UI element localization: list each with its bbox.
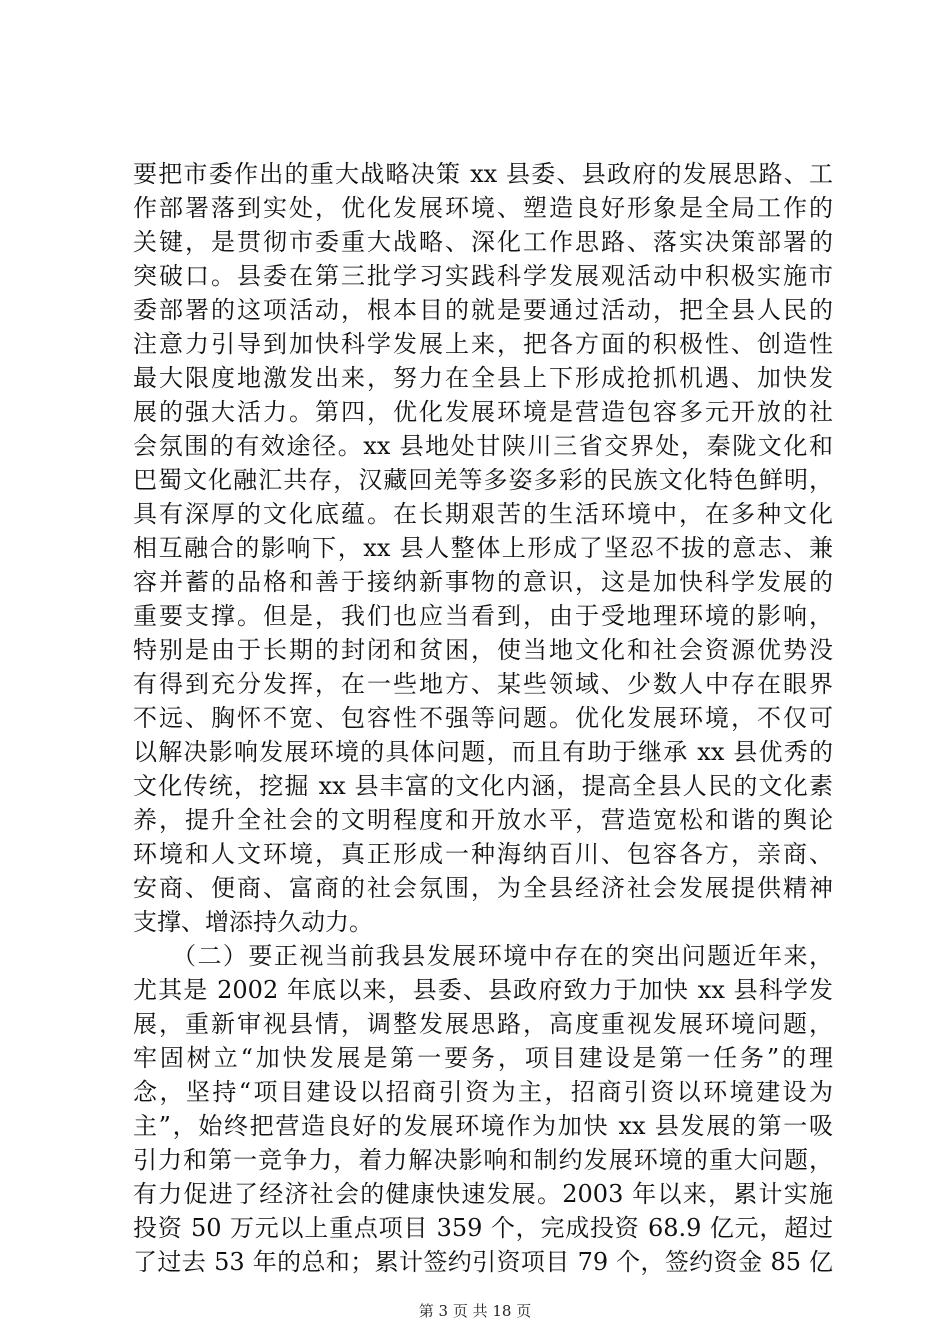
text-line: 巴蜀文化融汇共存，汉藏回羌等多姿多彩的民族文化特色鲜明， (133, 466, 833, 494)
text-line: 以解决影响发展环境的具体问题，而且有助于继承 xx 县优秀的 (133, 738, 833, 766)
text-line: 牢固树立“加快发展是第一要务，项目建设是第一任务”的理 (133, 1044, 833, 1072)
text-line: 安商、便商、富商的社会氛围，为全县经济社会发展提供精神 (133, 874, 833, 902)
text-line: 特别是由于长期的封闭和贫困，使当地文化和社会资源优势没 (133, 636, 833, 664)
text-line: （二）要正视当前我县发展环境中存在的突出问题近年来， (133, 942, 833, 970)
text-line: 环境和人文环境，真正形成一种海纳百川、包容各方，亲商、 (133, 840, 833, 868)
text-line: 注意力引导到加快科学发展上来，把各方面的积极性、创造性 (133, 330, 833, 358)
text-line: 有得到充分发挥，在一些地方、某些领域、少数人中存在眼界 (133, 670, 833, 698)
text-line: 尤其是 2002 年底以来，县委、县政府致力于加快 xx 县科学发 (133, 976, 833, 1004)
text-line: 委部署的这项活动，根本目的就是要通过活动，把全县人民的 (133, 296, 833, 324)
text-line: 会氛围的有效途径。xx 县地处甘陕川三省交界处，秦陇文化和 (133, 432, 833, 460)
text-line: 投资 50 万元以上重点项目 359 个，完成投资 68.9 亿元，超过 (133, 1214, 833, 1242)
text-line: 念，坚持“项目建设以招商引资为主，招商引资以环境建设为 (133, 1078, 833, 1106)
text-line: 不远、胸怀不宽、包容性不强等问题。优化发展环境，不仅可 (133, 704, 833, 732)
text-line: 有力促进了经济社会的健康快速发展。2003 年以来，累计实施 (133, 1180, 833, 1208)
text-line: 作部署落到实处，优化发展环境、塑造良好形象是全局工作的 (133, 194, 833, 222)
text-line: 具有深厚的文化底蕴。在长期艰苦的生活环境中，在多种文化 (133, 500, 833, 528)
text-line: 引力和第一竞争力，着力解决影响和制约发展环境的重大问题， (133, 1146, 833, 1174)
text-line: 文化传统，挖掘 xx 县丰富的文化内涵，提高全县人民的文化素 (133, 772, 833, 800)
text-line: 关键，是贯彻市委重大战略、深化工作思路、落实决策部署的 (133, 228, 833, 256)
text-line: 了过去 53 年的总和；累计签约引资项目 79 个，签约资金 85 亿 (133, 1248, 833, 1276)
text-line: 展的强大活力。第四，优化发展环境是营造包容多元开放的社 (133, 398, 833, 426)
page-number-footer: 第 3 页 共 18 页 (418, 1302, 532, 1320)
text-line: 养，提升全社会的文明程度和开放水平，营造宽松和谐的舆论 (133, 806, 833, 834)
text-line: 展，重新审视县情，调整发展思路，高度重视发展环境问题， (133, 1010, 833, 1038)
text-line: 支撑、增添持久动力。 (133, 908, 373, 936)
text-line: 重要支撑。但是，我们也应当看到，由于受地理环境的影响， (133, 602, 833, 630)
text-line: 突破口。县委在第三批学习实践科学发展观活动中积极实施市 (133, 262, 833, 290)
text-line: 主”，始终把营造良好的发展环境作为加快 xx 县发展的第一吸 (133, 1112, 833, 1140)
text-line: 容并蓄的品格和善于接纳新事物的意识，这是加快科学发展的 (133, 568, 833, 596)
text-line: 要把市委作出的重大战略决策 xx 县委、县政府的发展思路、工 (133, 160, 833, 188)
text-line: 最大限度地激发出来，努力在全县上下形成抢抓机遇、加快发 (133, 364, 833, 392)
text-line: 相互融合的影响下，xx 县人整体上形成了坚忍不拔的意志、兼 (133, 534, 833, 562)
